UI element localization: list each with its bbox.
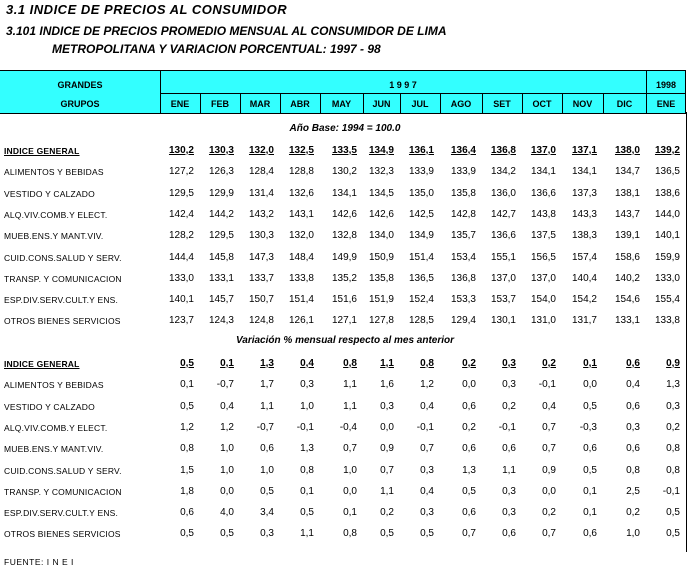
table-cell: 138,6 (654, 187, 680, 199)
table-cell: 0,6 (502, 528, 516, 540)
table-cell: 133,1 (208, 272, 234, 284)
table-cell: 135,8 (450, 187, 476, 199)
table-cell: 135,7 (450, 230, 476, 242)
table-cell: 127,2 (168, 166, 194, 178)
table-cell: 1,1 (380, 358, 394, 369)
table-cell: -0,1 (662, 485, 680, 497)
table-cell: 131,7 (571, 315, 597, 327)
table-cell: 1,0 (260, 464, 274, 476)
table-cell: 136,4 (450, 145, 476, 156)
table-cell: 143,3 (571, 208, 597, 220)
table-cell: 0,4 (300, 358, 314, 369)
table-cell: 143,2 (248, 208, 274, 220)
row-label: TRANSP. Y COMUNICACION (4, 273, 122, 284)
table-cell: 0,3 (260, 528, 274, 540)
table-cell: 1,0 (300, 400, 314, 412)
table-cell: 2,5 (626, 485, 640, 497)
table-cell: 153,3 (450, 294, 476, 306)
table-cell: 137,0 (490, 272, 516, 284)
table-cell: 0,5 (260, 485, 274, 497)
table-cell: 151,4 (408, 251, 434, 263)
table-cell: 0,3 (502, 379, 516, 391)
table-cell: 128,5 (408, 315, 434, 327)
table-cell: 136,6 (490, 230, 516, 242)
table-row (0, 483, 686, 503)
table-cell: 133,9 (450, 166, 476, 178)
table-cell: 132,0 (248, 145, 274, 156)
table-cell: 156,5 (530, 251, 556, 263)
row-label: ALQ.VIV.COMB.Y ELECT. (4, 209, 108, 220)
table-cell: -0,1 (416, 421, 434, 433)
table-cell: 0,5 (180, 528, 194, 540)
table-cell: 0,3 (420, 464, 434, 476)
table-cell: 0,7 (462, 528, 476, 540)
table-cell: 140,2 (614, 272, 640, 284)
table-cell: 1,2 (180, 421, 194, 433)
table-cell: 128,2 (168, 230, 194, 242)
table-cell: 0,2 (380, 507, 394, 519)
table-cell: 137,3 (571, 187, 597, 199)
table-cell: 132,6 (288, 187, 314, 199)
table-cell: 143,1 (288, 208, 314, 220)
table-cell: 144,0 (654, 208, 680, 220)
table-cell: 0,7 (420, 443, 434, 455)
table-header (0, 70, 686, 114)
table-row (0, 227, 686, 247)
table-row (0, 312, 686, 332)
table-cell: 157,4 (571, 251, 597, 263)
row-label: ALIMENTOS Y BEBIDAS (4, 380, 104, 391)
table-cell: 124,3 (208, 315, 234, 327)
table-cell: 1,2 (220, 421, 234, 433)
table-cell: 133,5 (331, 145, 357, 156)
table-cell: 136,1 (408, 145, 434, 156)
table-cell: 0,2 (542, 507, 556, 519)
table-cell: 0,2 (542, 358, 556, 369)
header-month-8: SET (493, 99, 511, 109)
table-cell: 0,3 (300, 379, 314, 391)
table-cell: 0,5 (666, 528, 680, 540)
table-cell: 150,7 (248, 294, 274, 306)
table-cell: 155,4 (654, 294, 680, 306)
header-year-1997: 1 9 9 7 (389, 80, 417, 90)
table-cell: 1,1 (300, 528, 314, 540)
table-row (0, 206, 686, 226)
table-cell: 1,2 (420, 379, 434, 391)
table-cell: 0,7 (542, 528, 556, 540)
table-cell: 131,0 (530, 315, 556, 327)
table-cell: 0,0 (380, 421, 394, 433)
table-cell: 1,0 (343, 464, 357, 476)
row-label: MUEB.ENS.Y MANT.VIV. (4, 231, 104, 242)
table-cell: 128,4 (248, 166, 274, 178)
table-cell: 137,0 (530, 145, 556, 156)
table-cell: 133,8 (654, 315, 680, 327)
table-cell: 132,8 (331, 230, 357, 242)
table-cell: 0,6 (626, 400, 640, 412)
table-cell: 0,3 (626, 421, 640, 433)
table-cell: 0,3 (420, 507, 434, 519)
table-row (0, 270, 686, 290)
table-cell: 0,0 (220, 485, 234, 497)
table-cell: 134,5 (368, 187, 394, 199)
table-cell: 0,0 (343, 485, 357, 497)
table-cell: 0,1 (220, 358, 234, 369)
table-row (0, 525, 686, 545)
table-cell: 0,0 (542, 485, 556, 497)
header-year-1998: 1998 (655, 80, 677, 90)
header-month-6: JUL (411, 99, 429, 109)
table-cell: 142,6 (368, 208, 394, 220)
table-cell: 0,7 (380, 464, 394, 476)
table-cell: 129,5 (168, 187, 194, 199)
table-cell: -0,1 (498, 421, 516, 433)
header-month-0: ENE (170, 99, 190, 109)
header-month-2: MAR (249, 99, 271, 109)
table-body (0, 112, 687, 552)
table-cell: 134,0 (368, 230, 394, 242)
table-cell: 0,3 (502, 507, 516, 519)
table-cell: 132,3 (368, 166, 394, 178)
table-cell: 133,0 (168, 272, 194, 284)
table-cell: 0,6 (502, 443, 516, 455)
table-cell: 0,4 (542, 400, 556, 412)
table-cell: 0,5 (180, 400, 194, 412)
row-label: CUID.CONS.SALUD Y SERV. (4, 465, 122, 476)
table-cell: 1,1 (343, 400, 357, 412)
table-cell: 123,7 (168, 315, 194, 327)
table-cell: 0,1 (180, 379, 194, 391)
table-cell: 127,1 (331, 315, 357, 327)
table-cell: 136,5 (654, 166, 680, 178)
table-cell: 0,1 (583, 485, 597, 497)
table-cell: 0,7 (542, 443, 556, 455)
table-cell: 0,6 (626, 358, 640, 369)
section2-caption: Variación % mensual respecto al mes anterior (235, 335, 455, 346)
table-row (0, 142, 686, 162)
table-cell: 0,5 (583, 464, 597, 476)
table-cell: 143,8 (530, 208, 556, 220)
table-cell: 127,8 (368, 315, 394, 327)
table-cell: 0,6 (462, 400, 476, 412)
table-cell: 0,3 (380, 400, 394, 412)
table-cell: 133,1 (614, 315, 640, 327)
table-row (0, 419, 686, 439)
table-cell: 0,2 (502, 400, 516, 412)
table-cell: 0,6 (583, 528, 597, 540)
table-cell: 1,1 (343, 379, 357, 391)
table-cell: 0,3 (502, 358, 516, 369)
table-cell: 129,5 (208, 230, 234, 242)
table-cell: 0,5 (380, 528, 394, 540)
table-cell: 0,6 (180, 507, 194, 519)
row-label: ESP.DIV.SERV.CULT.Y ENS. (4, 295, 119, 306)
table-cell: 130,3 (208, 145, 234, 156)
table-cell: 0,5 (583, 400, 597, 412)
table-cell: 140,1 (654, 230, 680, 242)
table-cell: 131,4 (248, 187, 274, 199)
table-cell: 0,5 (462, 485, 476, 497)
table-cell: 134,7 (614, 166, 640, 178)
table-cell: 151,4 (288, 294, 314, 306)
table-title-line2: METROPOLITANA Y VARIACION PORCENTUAL: 1997 - 98 (52, 42, 381, 56)
table-cell: -0,7 (256, 421, 274, 433)
table-cell: 0,0 (462, 379, 476, 391)
table-cell: 1,8 (180, 485, 194, 497)
table-cell: 129,9 (208, 187, 234, 199)
table-cell: 0,6 (626, 443, 640, 455)
table-cell: 136,5 (408, 272, 434, 284)
table-cell: 0,1 (300, 485, 314, 497)
row-label: CUID.CONS.SALUD Y SERV. (4, 252, 122, 263)
table-cell: 0,4 (626, 379, 640, 391)
table-cell: 135,8 (368, 272, 394, 284)
table-cell: 134,1 (530, 166, 556, 178)
table-cell: 1,0 (626, 528, 640, 540)
table-cell: 130,2 (331, 166, 357, 178)
row-label: MUEB.ENS.Y MANT.VIV. (4, 444, 104, 455)
table-cell: 138,1 (614, 187, 640, 199)
table-cell: 0,1 (583, 358, 597, 369)
table-cell: 134,1 (571, 166, 597, 178)
table-cell: 0,9 (542, 464, 556, 476)
table-cell: 1,5 (180, 464, 194, 476)
row-label: INDICE GENERAL (4, 359, 80, 369)
table-cell: 0,5 (220, 528, 234, 540)
table-cell: 133,9 (408, 166, 434, 178)
table-cell: 124,8 (248, 315, 274, 327)
header-month-5: JUN (372, 99, 391, 109)
table-cell: 0,3 (502, 485, 516, 497)
table-row (0, 376, 686, 396)
table-cell: 132,0 (288, 230, 314, 242)
table-cell: 4,0 (220, 507, 234, 519)
header-month-12: ENE (656, 99, 676, 109)
table-cell: 136,8 (450, 272, 476, 284)
table-cell: 140,4 (571, 272, 597, 284)
table-cell: 0,2 (462, 421, 476, 433)
table-row (0, 185, 686, 205)
table-cell: -0,1 (538, 379, 556, 391)
header-month-7: AGO (450, 99, 472, 109)
table-cell: 144,4 (168, 251, 194, 263)
table-cell: 134,2 (490, 166, 516, 178)
row-label: VESTIDO Y CALZADO (4, 401, 95, 412)
table-cell: -0,4 (339, 421, 357, 433)
table-cell: 0,6 (462, 507, 476, 519)
header-grandes: GRANDES (57, 80, 103, 90)
table-cell: 0,8 (626, 464, 640, 476)
table-cell: 0,8 (300, 464, 314, 476)
source-footer: FUENTE: I N E I (4, 557, 74, 567)
table-cell: 0,8 (180, 443, 194, 455)
table-cell: 136,0 (490, 187, 516, 199)
table-cell: 142,5 (408, 208, 434, 220)
table-cell: 136,6 (530, 187, 556, 199)
table-cell: 144,2 (208, 208, 234, 220)
table-cell: 137,1 (571, 145, 597, 156)
table-cell: -0,3 (579, 421, 597, 433)
table-cell: 142,8 (450, 208, 476, 220)
table-cell: 153,7 (490, 294, 516, 306)
table-cell: 0,8 (420, 358, 434, 369)
table-cell: 133,8 (288, 272, 314, 284)
table-cell: 132,5 (288, 145, 314, 156)
table-cell: 0,8 (343, 358, 357, 369)
header-month-4: MAY (331, 99, 352, 109)
table-cell: 0,5 (666, 507, 680, 519)
table-cell: 0,8 (666, 464, 680, 476)
table-cell: 136,8 (490, 145, 516, 156)
table-cell: 129,4 (450, 315, 476, 327)
table-row (0, 398, 686, 418)
table-cell: 128,8 (288, 166, 314, 178)
row-label: ALQ.VIV.COMB.Y ELECT. (4, 422, 108, 433)
table-cell: 0,1 (343, 507, 357, 519)
table-cell: 0,1 (583, 507, 597, 519)
table-cell: 154,6 (614, 294, 640, 306)
table-cell: 0,9 (380, 443, 394, 455)
table-cell: 0,5 (180, 358, 194, 369)
table-cell: 135,0 (408, 187, 434, 199)
table-cell: 142,4 (168, 208, 194, 220)
table-cell: 153,4 (450, 251, 476, 263)
table-cell: 138,0 (614, 145, 640, 156)
table-cell: 142,6 (331, 208, 357, 220)
table-cell: 139,1 (614, 230, 640, 242)
table-cell: 0,8 (343, 528, 357, 540)
table-cell: 145,8 (208, 251, 234, 263)
table-cell: 154,2 (571, 294, 597, 306)
table-cell: 152,4 (408, 294, 434, 306)
table-cell: 0,3 (666, 400, 680, 412)
table-cell: 135,2 (331, 272, 357, 284)
table-cell: 1,0 (220, 443, 234, 455)
table-cell: 1,3 (462, 464, 476, 476)
table-cell: 130,3 (248, 230, 274, 242)
table-row (0, 504, 686, 524)
table-cell: 150,9 (368, 251, 394, 263)
table-cell: 151,6 (331, 294, 357, 306)
table-cell: 0,2 (626, 507, 640, 519)
table-cell: 137,5 (530, 230, 556, 242)
table-row (0, 163, 686, 183)
table-row (0, 355, 686, 375)
row-label: OTROS BIENES SERVICIOS (4, 529, 121, 540)
row-label: ALIMENTOS Y BEBIDAS (4, 167, 104, 178)
table-cell: 134,9 (368, 145, 394, 156)
header-month-10: NOV (572, 99, 593, 109)
table-cell: 1,1 (380, 485, 394, 497)
table-cell: 0,4 (420, 400, 434, 412)
table-cell: 1,3 (260, 358, 274, 369)
header-month-9: OCT (532, 99, 552, 109)
table-cell: 0,4 (220, 400, 234, 412)
table-cell: 0,2 (462, 358, 476, 369)
table-cell: 126,1 (288, 315, 314, 327)
table-cell: 139,2 (654, 145, 680, 156)
header-grupos: GRUPOS (60, 99, 100, 109)
table-cell: 1,0 (220, 464, 234, 476)
table-cell: 149,9 (331, 251, 357, 263)
table-cell: 1,1 (502, 464, 516, 476)
table-cell: 134,9 (408, 230, 434, 242)
table-cell: 159,9 (654, 251, 680, 263)
table-cell: 0,5 (300, 507, 314, 519)
table-cell: 1,7 (260, 379, 274, 391)
table-cell: 126,3 (208, 166, 234, 178)
header-month-3: ABR (290, 99, 310, 109)
table-cell: 1,3 (300, 443, 314, 455)
table-row (0, 462, 686, 482)
row-label: OTROS BIENES SERVICIOS (4, 316, 121, 327)
table-cell: -0,7 (216, 379, 234, 391)
header-month-1: FEB (211, 99, 229, 109)
section1-caption: Año Base: 1994 = 100.0 (289, 123, 401, 134)
table-cell: 158,6 (614, 251, 640, 263)
table-cell: 151,9 (368, 294, 394, 306)
table-cell: 0,7 (542, 421, 556, 433)
table-row (0, 291, 686, 311)
table-cell: 0,6 (462, 443, 476, 455)
table-cell: 0,4 (420, 485, 434, 497)
table-cell: 0,7 (343, 443, 357, 455)
table-cell: 0,9 (666, 358, 680, 369)
table-cell: 0,8 (666, 443, 680, 455)
table-cell: 130,2 (168, 145, 194, 156)
table-cell: -0,1 (296, 421, 314, 433)
table-cell: 0,0 (583, 379, 597, 391)
table-cell: 134,1 (331, 187, 357, 199)
table-cell: 138,3 (571, 230, 597, 242)
table-cell: 142,7 (490, 208, 516, 220)
table-cell: 3,4 (260, 507, 274, 519)
table-cell: 1,1 (260, 400, 274, 412)
table-cell: 0,6 (583, 443, 597, 455)
table-row (0, 440, 686, 460)
table-cell: 140,1 (168, 294, 194, 306)
table-cell: 0,5 (420, 528, 434, 540)
table-cell: 133,0 (654, 272, 680, 284)
table-title-line1: 3.101 INDICE DE PRECIOS PROMEDIO MENSUAL AL CONSUMIDOR DE LIMA (6, 24, 447, 38)
table-cell: 1,3 (666, 379, 680, 391)
table-cell: 145,7 (208, 294, 234, 306)
table-cell: 137,0 (530, 272, 556, 284)
header-month-11: DIC (616, 99, 633, 109)
table-cell: 148,4 (288, 251, 314, 263)
row-label: TRANSP. Y COMUNICACION (4, 486, 122, 497)
table-cell: 154,0 (530, 294, 556, 306)
row-label: ESP.DIV.SERV.CULT.Y ENS. (4, 508, 119, 519)
table-cell: 133,7 (248, 272, 274, 284)
row-label: INDICE GENERAL (4, 146, 80, 156)
table-cell: 0,2 (666, 421, 680, 433)
table-cell: 155,1 (490, 251, 516, 263)
table-cell: 0,6 (260, 443, 274, 455)
table-cell: 143,7 (614, 208, 640, 220)
row-label: VESTIDO Y CALZADO (4, 188, 95, 199)
table-row (0, 249, 686, 269)
table-cell: 130,1 (490, 315, 516, 327)
table-cell: 147,3 (248, 251, 274, 263)
table-cell: 1,6 (380, 379, 394, 391)
page-title: 3.1 INDICE DE PRECIOS AL CONSUMIDOR (6, 2, 288, 17)
